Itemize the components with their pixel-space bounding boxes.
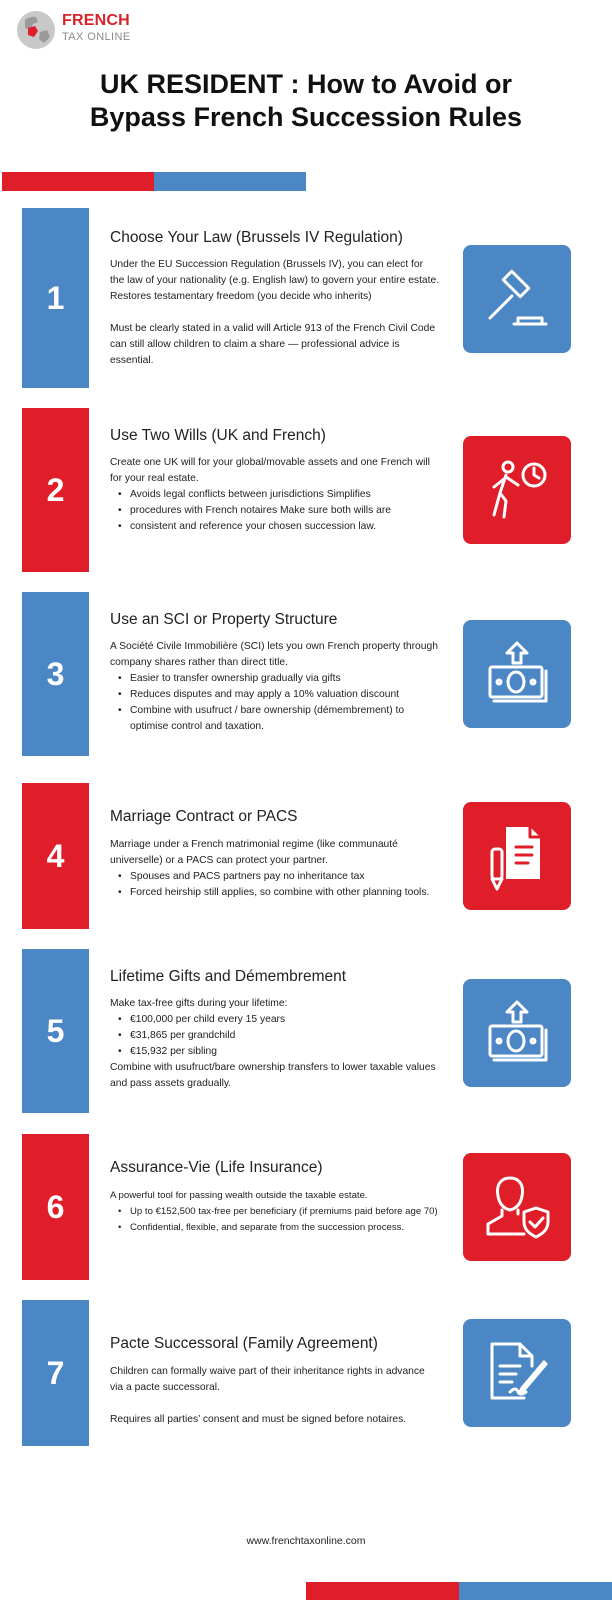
bullet-list xyxy=(110,869,440,901)
gavel-icon xyxy=(480,262,554,336)
section-body-5 xyxy=(110,996,440,1092)
section-body-1 xyxy=(110,257,440,369)
section-number-5: 5 xyxy=(22,949,89,1113)
document-pen-icon xyxy=(480,819,554,893)
title-line-2: Bypass French Succession Rules xyxy=(89,102,523,132)
section-intro: Marriage under a French matrimonial regime (like communauté universelle) or a PACS can protect your partner. xyxy=(110,839,398,866)
icon-box-3 xyxy=(463,620,571,728)
section-title-2: Use Two Wills (UK and French) xyxy=(110,427,326,444)
section-intro: Make tax-free gifts during your lifetime: xyxy=(110,998,288,1009)
footer-blue-bar xyxy=(459,1582,612,1600)
page-title xyxy=(0,68,612,134)
bullet-item: • consistent and reference your chosen succession law. xyxy=(130,519,440,535)
section-2 xyxy=(0,408,612,572)
section-paragraph: Children can formally waive part of their inheritance rights in advance via a pacte successoral. xyxy=(110,1366,425,1393)
section-title-7: Pacte Successoral (Family Agreement) xyxy=(110,1335,378,1352)
section-title-6: Assurance-Vie (Life Insurance) xyxy=(110,1159,323,1176)
section-number-1: 1 xyxy=(22,208,89,388)
icon-box-4 xyxy=(463,802,571,910)
icon-box-7 xyxy=(463,1319,571,1427)
icon-box-2 xyxy=(463,436,571,544)
section-6 xyxy=(0,1134,612,1280)
bullet-item: • Spouses and PACS partners pay no inheritance tax xyxy=(130,869,440,885)
section-body-3 xyxy=(110,639,440,735)
bullet-item: • Up to €152,500 tax-free per beneficiary (if premiums paid before age 70) xyxy=(130,1204,440,1220)
section-body-7 xyxy=(110,1364,440,1428)
section-5 xyxy=(0,949,612,1113)
section-title-5: Lifetime Gifts and Démembrement xyxy=(110,968,347,985)
brand-tagline: TAX ONLINE xyxy=(62,31,131,43)
icon-box-6 xyxy=(463,1153,571,1261)
bullet-item: • Easier to transfer ownership gradually via gifts xyxy=(130,671,440,687)
bullet-item: • Combine with usufruct / bare ownership (démembrement) to optimise control and taxation. xyxy=(130,703,440,735)
bullet-item: • Confidential, flexible, and separate from the succession process. xyxy=(130,1220,440,1236)
icon-box-5 xyxy=(463,979,571,1087)
header-red-bar xyxy=(2,172,154,191)
section-intro: A Société Civile Immobilière (SCI) lets you own French property through company shares rather than direct title. xyxy=(110,641,438,668)
bullet-item: • Reduces disputes and may apply a 10% valuation discount xyxy=(130,687,440,703)
section-4 xyxy=(0,783,612,929)
section-3 xyxy=(0,592,612,756)
bullet-list xyxy=(110,671,440,735)
bullet-list xyxy=(110,1012,440,1060)
contract-signing-icon xyxy=(480,1336,554,1410)
section-7 xyxy=(0,1300,612,1446)
bullet-item: • Forced heirship still applies, so combine with other planning tools. xyxy=(130,885,440,901)
bullet-list xyxy=(110,1204,440,1236)
brand-name: FRENCH xyxy=(62,12,130,29)
bullet-item: • €31,865 per grandchild xyxy=(130,1028,440,1044)
section-paragraph: Must be clearly stated in a valid will Article 913 of the French Civil Code can still allow children to claim a share — professional advice is essential. xyxy=(110,323,436,366)
person-shield-icon xyxy=(480,1170,554,1244)
section-title-4: Marriage Contract or PACS xyxy=(110,808,298,825)
footer-red-bar xyxy=(306,1582,459,1600)
walking-person-clock-icon xyxy=(480,453,554,527)
section-body-2 xyxy=(110,455,440,535)
section-intro: A powerful tool for passing wealth outside the taxable estate. xyxy=(110,1190,368,1201)
bullet-list xyxy=(110,487,440,535)
section-body-4 xyxy=(110,837,440,901)
section-title-1: Choose Your Law (Brussels IV Regulation) xyxy=(110,229,403,246)
section-body-6 xyxy=(110,1188,440,1236)
bullet-item: • €100,000 per child every 15 years xyxy=(130,1012,440,1028)
section-number-7: 7 xyxy=(22,1300,89,1446)
footer-url[interactable]: www.frenchtaxonline.com xyxy=(246,1535,366,1547)
icon-box-1 xyxy=(463,245,571,353)
section-number-6: 6 xyxy=(22,1134,89,1280)
bullet-item: • procedures with French notaires Make sure both wills are xyxy=(130,503,440,519)
section-outro: Combine with usufruct/bare ownership transfers to lower taxable values and pass assets gradually. xyxy=(110,1062,436,1089)
globe-logo-icon xyxy=(16,10,56,50)
header-blue-bar xyxy=(154,172,306,191)
bullet-item: • €15,932 per sibling xyxy=(130,1044,440,1060)
money-upload-icon xyxy=(480,996,554,1070)
logo xyxy=(16,8,156,52)
section-1 xyxy=(0,208,612,388)
section-intro: Create one UK will for your global/movable assets and one French will for your real estate. xyxy=(110,457,430,484)
section-paragraph: Requires all parties’ consent and must be signed before notaires. xyxy=(110,1414,407,1425)
section-paragraph: Under the EU Succession Regulation (Brussels IV), you can elect for the law of your nationality (e.g. English law) to govern your entire estate. Restores testamentary freedom (you decide who inherits) xyxy=(110,259,440,302)
bullet-item: • Avoids legal conflicts between jurisdictions Simplifies xyxy=(130,487,440,503)
section-title-3: Use an SCI or Property Structure xyxy=(110,611,338,628)
section-number-4: 4 xyxy=(22,783,89,929)
money-upload-icon xyxy=(480,637,554,711)
section-number-2: 2 xyxy=(22,408,89,572)
title-line-1: UK RESIDENT : How to Avoid or xyxy=(100,69,512,99)
section-number-3: 3 xyxy=(22,592,89,756)
